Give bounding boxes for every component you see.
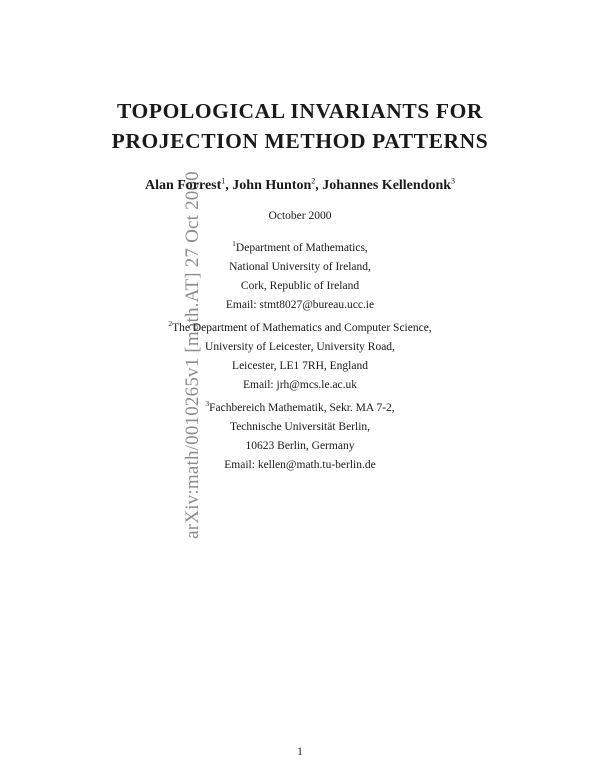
affiliation-text: Department of Mathematics,	[235, 242, 368, 254]
paper-date: October 2000	[268, 210, 332, 222]
affiliation-email: Email: kellen@math.tu-berlin.de	[224, 459, 376, 471]
affiliation-block	[0, 239, 600, 315]
affiliation-line: National University of Ireland,	[229, 261, 371, 273]
affiliation-block	[0, 319, 600, 395]
affiliation-line: Leicester, LE1 7RH, England	[232, 360, 368, 372]
affiliation-line: Technische Universität Berlin,	[229, 421, 371, 433]
title-line-1: TOPOLOGICAL INVARIANTS FOR	[116, 99, 484, 123]
author-separator: ,	[315, 178, 323, 193]
page-number: 1	[297, 746, 303, 758]
affiliation-line	[0, 239, 600, 258]
affiliation-email: Email: stmt8027@bureau.ucc.ie	[225, 299, 375, 311]
affiliation-email: Email: jrh@mcs.le.ac.uk	[242, 379, 358, 391]
author-separator: ,	[225, 178, 233, 193]
affiliation-mark: 3	[205, 399, 210, 409]
affiliation-text: The Department of Mathematics and Computer Science,	[172, 322, 432, 334]
title-line-2: PROJECTION METHOD PATTERNS	[111, 129, 489, 153]
author-name: Johannes Kellendonk	[322, 178, 452, 193]
author-affiliation-mark: 2	[311, 176, 316, 186]
affiliation-line: University of Leicester, University Road,	[205, 341, 395, 353]
arxiv-identifier-stamp: arXiv:math/0010265v1 [math.AT] 27 Oct 2000	[182, 171, 203, 539]
author-list	[0, 176, 600, 196]
author-name: Alan Forrest	[144, 178, 222, 193]
affiliation-line	[0, 399, 600, 418]
affiliation-block	[0, 399, 600, 475]
affiliation-line: Cork, Republic of Ireland	[240, 280, 360, 292]
author-affiliation-mark: 3	[451, 176, 456, 186]
paper-title	[0, 96, 600, 156]
affiliation-mark: 1	[232, 239, 236, 249]
affiliation-line: 10623 Berlin, Germany	[245, 440, 355, 452]
affiliation-text: Fachbereich Mathematik, Sekr. MA 7-2,	[209, 402, 395, 414]
affiliation-line	[0, 319, 600, 338]
affiliation-mark: 2	[168, 319, 173, 329]
author-name: John Hunton	[232, 178, 312, 193]
author-affiliation-mark: 1	[221, 176, 226, 186]
